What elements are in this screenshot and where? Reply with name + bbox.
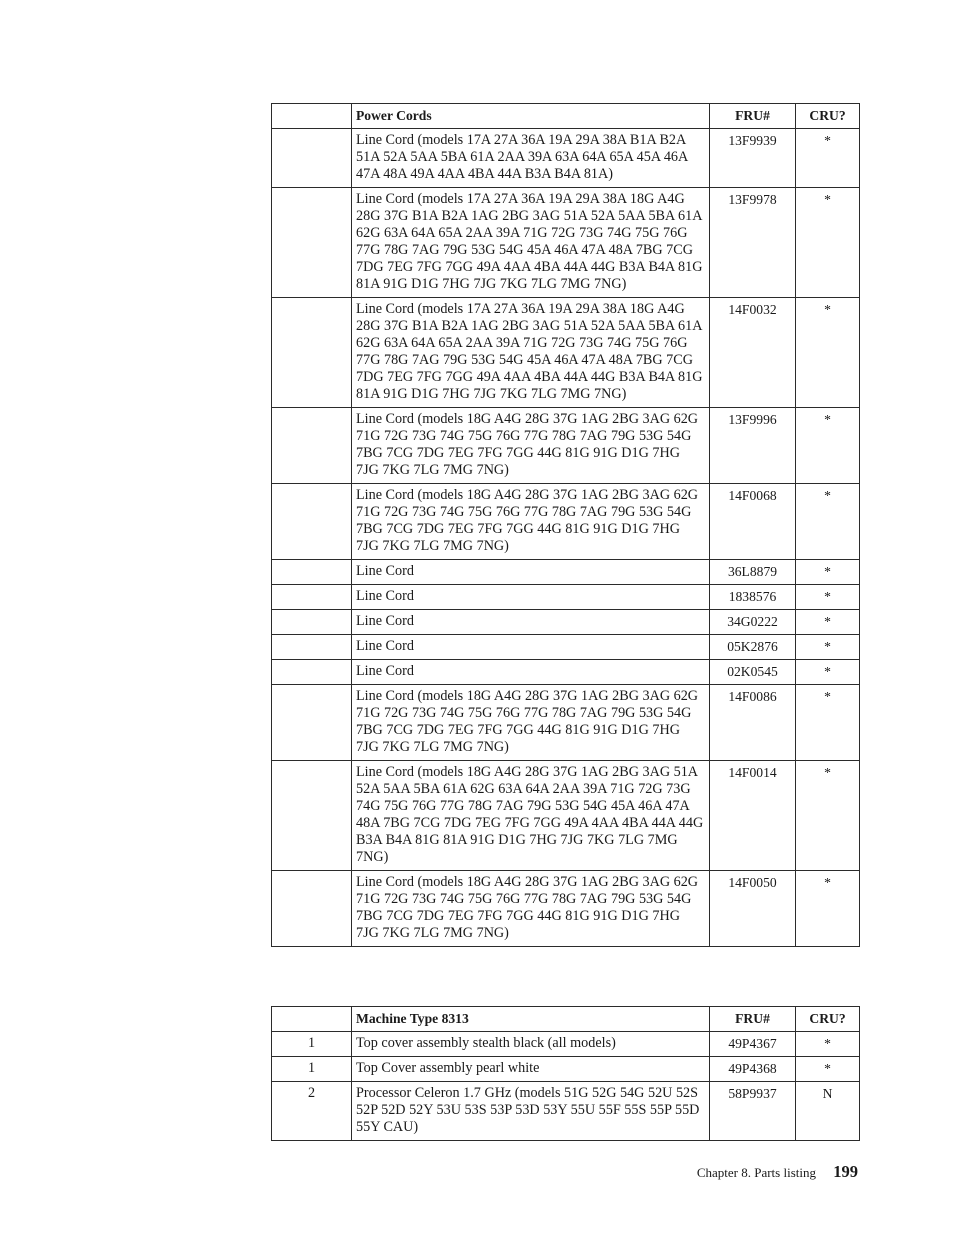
cru-flag-cell: * <box>796 660 860 685</box>
section-title-header: Machine Type 8313 <box>352 1007 710 1032</box>
fru-number-cell: 14F0050 <box>710 871 796 947</box>
description-cell: Line Cord <box>352 635 710 660</box>
cru-flag-cell: * <box>796 560 860 585</box>
description-cell: Top Cover assembly pearl white <box>352 1057 710 1082</box>
description-cell: Line Cord (models 17A 27A 36A 19A 29A 38A B1A B2A 51A 52A 5AA 5BA 61A 2AA 39A 63A 64A 65A 45A 46A 47A 48A 49A 4AA 4BA 44A B3A B4A 81A) <box>352 129 710 188</box>
description-cell: Line Cord (models 18G A4G 28G 37G 1AG 2BG 3AG 62G 71G 72G 73G 74G 75G 76G 77G 78G 7AG 79G 53G 54G 7BG 7CG 7DG 7EG 7FG 7GG 44G 81G 91G D1G 7HG 7JG 7KG 7LG 7MG 7NG) <box>352 484 710 560</box>
fru-number-cell: 14F0032 <box>710 298 796 408</box>
cru-flag-cell: * <box>796 685 860 761</box>
index-cell <box>272 610 352 635</box>
description-cell: Processor Celeron 1.7 GHz (models 51G 52G 54G 52U 52S 52P 52D 52Y 53U 53S 53P 53D 53Y 55U 55F 55S 55P 55D 55Y CAU) <box>352 1082 710 1141</box>
fru-column-header: FRU# <box>710 104 796 129</box>
table-row <box>272 560 860 585</box>
page-number: 199 <box>833 1162 858 1181</box>
table-row <box>272 761 860 871</box>
table-row <box>272 298 860 408</box>
index-cell <box>272 188 352 298</box>
table-row <box>272 871 860 947</box>
description-cell: Line Cord (models 18G A4G 28G 37G 1AG 2BG 3AG 62G 71G 72G 73G 74G 75G 76G 77G 78G 7AG 79G 53G 54G 7BG 7CG 7DG 7EG 7FG 7GG 44G 81G 91G D1G 7HG 7JG 7KG 7LG 7MG 7NG) <box>352 871 710 947</box>
table-row <box>272 188 860 298</box>
table-row <box>272 129 860 188</box>
cru-column-header: CRU? <box>796 104 860 129</box>
table-row <box>272 484 860 560</box>
table-row <box>272 408 860 484</box>
fru-number-cell: 36L8879 <box>710 560 796 585</box>
index-cell <box>272 685 352 761</box>
description-cell: Line Cord (models 18G A4G 28G 37G 1AG 2BG 3AG 62G 71G 72G 73G 74G 75G 76G 77G 78G 7AG 79G 53G 54G 7BG 7CG 7DG 7EG 7FG 7GG 44G 81G 91G D1G 7HG 7JG 7KG 7LG 7MG 7NG) <box>352 685 710 761</box>
cru-flag-cell: N <box>796 1082 860 1141</box>
table-row <box>272 685 860 761</box>
cru-flag-cell: * <box>796 1032 860 1057</box>
index-cell <box>272 560 352 585</box>
index-cell <box>272 585 352 610</box>
table-row <box>272 1032 860 1057</box>
table-row <box>272 610 860 635</box>
table-row <box>272 635 860 660</box>
index-cell <box>272 635 352 660</box>
table-row <box>272 660 860 685</box>
fru-column-header: FRU# <box>710 1007 796 1032</box>
cru-column-header: CRU? <box>796 1007 860 1032</box>
description-cell: Top cover assembly stealth black (all models) <box>352 1032 710 1057</box>
index-cell: 2 <box>272 1082 352 1141</box>
index-cell <box>272 484 352 560</box>
index-column-header <box>272 104 352 129</box>
description-cell: Line Cord (models 17A 27A 36A 19A 29A 38A 18G A4G 28G 37G B1A B2A 1AG 2BG 3AG 51A 52A 5AA 5BA 61A 62G 63A 64A 65A 2AA 39A 71G 72G 73G 74G 75G 76G 77G 78G 7AG 79G 53G 54G 45A 46A 47A 48A 7BG 7CG 7DG 7EG 7FG 7GG 49A 4AA 4BA 44A 44G B3A B4A 81G 81A 91G D1G 7HG 7JG 7KG 7LG 7MG 7NG) <box>352 298 710 408</box>
description-cell: Line Cord (models 18G A4G 28G 37G 1AG 2BG 3AG 62G 71G 72G 73G 74G 75G 76G 77G 78G 7AG 79G 53G 54G 7BG 7CG 7DG 7EG 7FG 7GG 44G 81G 91G D1G 7HG 7JG 7KG 7LG 7MG 7NG) <box>352 408 710 484</box>
chapter-label: Chapter 8. Parts listing <box>696 1165 816 1180</box>
section-title-header: Power Cords <box>352 104 710 129</box>
index-cell <box>272 129 352 188</box>
fru-number-cell: 58P9937 <box>710 1082 796 1141</box>
description-cell: Line Cord <box>352 660 710 685</box>
cru-flag-cell: * <box>796 484 860 560</box>
fru-number-cell: 05K2876 <box>710 635 796 660</box>
cru-flag-cell: * <box>796 585 860 610</box>
page-footer <box>697 1162 858 1182</box>
fru-number-cell: 13F9939 <box>710 129 796 188</box>
cru-flag-cell: * <box>796 188 860 298</box>
description-cell: Line Cord <box>352 610 710 635</box>
fru-number-cell: 14F0086 <box>710 685 796 761</box>
index-cell <box>272 298 352 408</box>
description-cell: Line Cord (models 17A 27A 36A 19A 29A 38A 18G A4G 28G 37G B1A B2A 1AG 2BG 3AG 51A 52A 5AA 5BA 61A 62G 63A 64A 65A 2AA 39A 71G 72G 73G 74G 75G 76G 77G 78G 7AG 79G 53G 54G 45A 46A 47A 48A 7BG 7CG 7DG 7EG 7FG 7GG 49A 4AA 4BA 44A 44G B3A B4A 81G 81A 91G D1G 7HG 7JG 7KG 7LG 7MG 7NG) <box>352 188 710 298</box>
description-cell: Line Cord (models 18G A4G 28G 37G 1AG 2BG 3AG 51A 52A 5AA 5BA 61A 62G 63A 64A 2AA 39A 71G 72G 73G 74G 75G 76G 77G 78G 7AG 79G 53G 54G 45A 46A 47A 48A 7BG 7CG 7DG 7EG 7FG 7GG 49A 4AA 4BA 44A 44G B3A B4A 81G 81A 91G D1G 7HG 7JG 7KG 7LG 7MG 7NG) <box>352 761 710 871</box>
index-cell <box>272 871 352 947</box>
table-header-row <box>272 104 860 129</box>
cru-flag-cell: * <box>796 635 860 660</box>
fru-number-cell: 14F0014 <box>710 761 796 871</box>
cru-flag-cell: * <box>796 610 860 635</box>
index-cell: 1 <box>272 1032 352 1057</box>
index-cell <box>272 660 352 685</box>
fru-number-cell: 49P4367 <box>710 1032 796 1057</box>
fru-number-cell: 49P4368 <box>710 1057 796 1082</box>
index-cell <box>272 408 352 484</box>
index-cell <box>272 761 352 871</box>
table-row <box>272 585 860 610</box>
cru-flag-cell: * <box>796 129 860 188</box>
cru-flag-cell: * <box>796 761 860 871</box>
cru-flag-cell: * <box>796 298 860 408</box>
description-cell: Line Cord <box>352 560 710 585</box>
description-cell: Line Cord <box>352 585 710 610</box>
machine-type-table <box>271 1006 860 1141</box>
index-column-header <box>272 1007 352 1032</box>
fru-number-cell: 14F0068 <box>710 484 796 560</box>
cru-flag-cell: * <box>796 408 860 484</box>
fru-number-cell: 34G0222 <box>710 610 796 635</box>
cru-flag-cell: * <box>796 871 860 947</box>
table-row <box>272 1082 860 1141</box>
table-row <box>272 1057 860 1082</box>
power-cords-table <box>271 103 860 947</box>
fru-number-cell: 1838576 <box>710 585 796 610</box>
fru-number-cell: 02K0545 <box>710 660 796 685</box>
index-cell: 1 <box>272 1057 352 1082</box>
cru-flag-cell: * <box>796 1057 860 1082</box>
table-header-row <box>272 1007 860 1032</box>
fru-number-cell: 13F9996 <box>710 408 796 484</box>
fru-number-cell: 13F9978 <box>710 188 796 298</box>
